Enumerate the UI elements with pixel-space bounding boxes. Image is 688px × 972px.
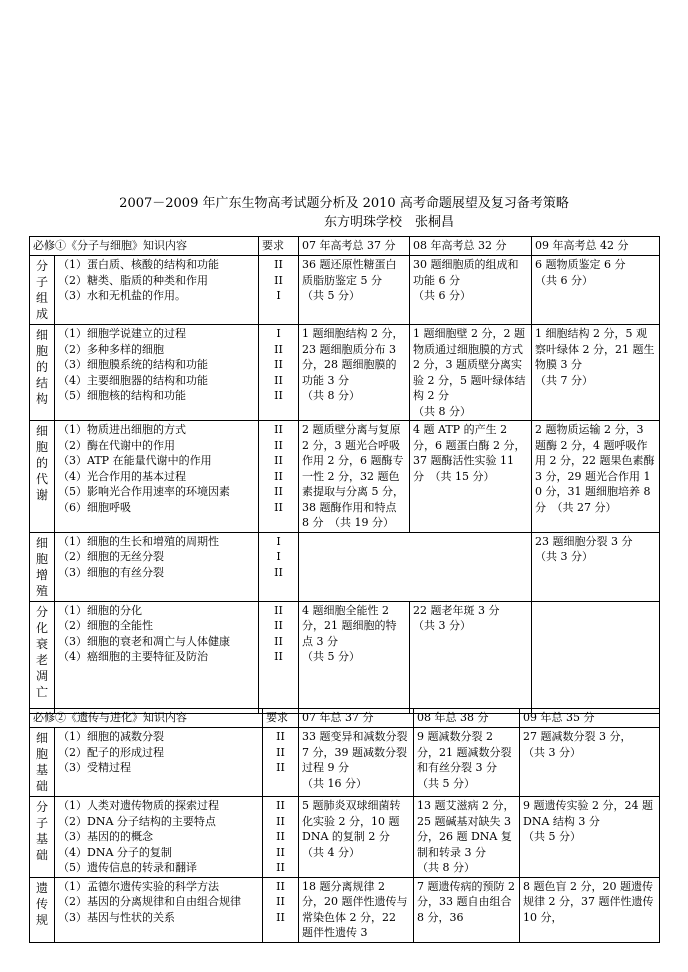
knowledge-item: （3）细胞膜系统的结构和功能 [58, 358, 208, 371]
knowledge-items [55, 532, 259, 601]
table-row [30, 256, 660, 325]
year-2007-cell: 2 题质壁分离与复原 2 分，3 题光合呼吸作用 2 分，6 题酶专一性 2 分，32 题色素提取与分离 5 分，38 题酶作用和特点 8 分 （共 19 分） [299, 421, 410, 533]
requirement-level: II [274, 273, 283, 287]
knowledge-item: （1）细胞的生长和增殖的周期性 [58, 534, 219, 548]
knowledge-items [55, 421, 259, 533]
requirement-level: II [276, 861, 285, 874]
year-2008-header: 08 年总 38 分 [414, 709, 520, 728]
knowledge-item: （4）DNA 分子的复制 [58, 845, 172, 859]
knowledge-item: （4）癌细胞的主要特征及防治 [58, 650, 208, 663]
table-row [30, 532, 660, 601]
knowledge-items [55, 877, 263, 942]
requirement-level: II [276, 761, 285, 774]
requirement-level: II [274, 619, 283, 632]
knowledge-item: （6）细胞呼吸 [58, 500, 131, 514]
year-2007-cell: 18 题分离规律 2 分，20 题伴性遗传与常染色体 2 分，22 题伴性遗传 3 [299, 877, 414, 942]
requirement-level: II [276, 845, 285, 859]
table-compulsory-1 [29, 236, 660, 714]
topic-label: 细胞增殖 [30, 532, 55, 601]
requirement-levels [263, 728, 299, 797]
requirement-level: II [274, 469, 283, 483]
requirement-level: II [274, 389, 283, 402]
requirement-level: II [274, 438, 283, 452]
requirement-level: II [274, 423, 283, 436]
knowledge-item: （3）ATP 在能量代谢中的作用 [58, 454, 212, 467]
knowledge-item: （3）水和无机盐的作用。 [58, 289, 186, 302]
requirement-level: II [274, 342, 283, 356]
requirement-level: II [276, 895, 285, 908]
requirement-levels [259, 601, 299, 713]
requirement-level: II [276, 814, 285, 828]
requirement-level: II [274, 650, 283, 663]
year-2008-cell: 1 题细胞壁 2 分，2 题物质通过细胞膜的方式 2 分，3 题质壁分离实验 2 分，5 题叶绿体结构 2 分 （共 8 分） [410, 325, 532, 421]
year-2008-cell: 7 题遗传病的预防 2 分，33 题自由组合 8 分，36 [414, 877, 520, 942]
knowledge-item: （1）细胞学说建立的过程 [58, 327, 186, 340]
requirement-levels [263, 797, 299, 878]
knowledge-item: （2）细胞的无丝分裂 [58, 550, 164, 563]
knowledge-item: （1）蛋白质、核酸的结构和功能 [58, 258, 219, 271]
knowledge-item: （2）基因的分离规律和自由组合规律 [58, 895, 241, 908]
document-title: 2007－2009 年广东生物高考试题分析及 2010 高考命题展望及复习备考策略 [119, 196, 569, 211]
requirement-level: II [274, 565, 283, 579]
requirement-level: II [276, 745, 285, 759]
knowledge-item: （2）糖类、脂质的种类和作用 [58, 273, 208, 287]
req-header: 要求 [263, 709, 299, 728]
table-header-row [30, 709, 660, 728]
table-row [30, 728, 660, 797]
requirement-level: II [274, 603, 283, 617]
year-2007-2008-cell [299, 532, 532, 601]
table-row [30, 877, 660, 942]
table-row [30, 325, 660, 421]
knowledge-items [55, 256, 259, 325]
knowledge-item: （4）主要细胞器的结构和功能 [58, 373, 208, 387]
topic-label: 遗传规 [30, 877, 55, 942]
requirement-level: II [274, 634, 283, 648]
year-2007-cell: 36 题还原性糖蛋白质脂肪鉴定 5 分 （共 5 分） [299, 256, 410, 325]
knowledge-item: （5）细胞核的结构和功能 [58, 389, 186, 402]
requirement-levels [259, 256, 299, 325]
requirement-level: I [276, 289, 281, 302]
knowledge-item: （1）细胞的分化 [58, 603, 142, 617]
year-2008-header: 08 年高考总 32 分 [410, 237, 532, 256]
knowledge-item: （3）细胞的衰老和凋亡与人体健康 [58, 634, 230, 648]
knowledge-item: （5）遗传信息的转录和翻译 [58, 861, 197, 874]
year-2009-cell: 1 细胞结构 2 分，5 观察叶绿体 2 分，21 题生物膜 3 分 （共 7 分） [532, 325, 660, 421]
requirement-level: I [276, 327, 281, 340]
knowledge-item: （2）配子的形成过程 [58, 745, 164, 759]
topic-label: 分化衰老凋亡 [30, 601, 55, 713]
requirement-level: II [274, 373, 283, 387]
year-2007-cell: 4 题细胞全能性 2 分，21 题细胞的特点 3 分 （共 5 分） [299, 601, 410, 713]
document-subtitle: 东方明珠学校 张桐昌 [323, 215, 454, 230]
knowledge-item: （3）基因与性状的关系 [58, 910, 175, 924]
requirement-level: II [276, 910, 285, 924]
requirement-level: II [274, 485, 283, 498]
year-2009-cell: 9 题遗传实验 2 分，24 题 DNA 结构 3 分 （共 5 分） [520, 797, 660, 878]
year-2008-cell: 13 题艾滋病 2 分，25 题碱基对缺失 3 分，26 题 DNA 复制和转录 3 分 （共 8 分） [414, 797, 520, 878]
requirement-levels [263, 877, 299, 942]
requirement-level: II [274, 358, 283, 371]
year-2009-cell [532, 601, 660, 713]
requirement-level: II [276, 730, 285, 743]
knowledge-item: （4）光合作用的基本过程 [58, 469, 186, 483]
requirement-level: II [276, 879, 285, 893]
knowledge-items [55, 797, 263, 878]
requirement-levels [259, 325, 299, 421]
knowledge-items [55, 601, 259, 713]
knowledge-item: （3）细胞的有丝分裂 [58, 565, 164, 579]
year-2008-cell: 22 题老年斑 3 分 （共 3 分） [410, 601, 532, 713]
knowledge-item: （1）孟德尔遗传实验的科学方法 [58, 879, 219, 893]
knowledge-item: （2）细胞的全能性 [58, 619, 153, 632]
year-2009-cell: 8 题色盲 2 分，20 题遗传规律 2 分，37 题伴性遗传 10 分， [520, 877, 660, 942]
knowledge-item: （5）影响光合作用速率的环境因素 [58, 485, 230, 498]
requirement-level: I [276, 550, 281, 563]
table-row [30, 797, 660, 878]
requirement-level: II [274, 454, 283, 467]
year-2007-header: 07 年总 37 分 [299, 709, 414, 728]
req-header: 要求 [259, 237, 299, 256]
year-2009-header: 09 年高考总 42 分 [532, 237, 660, 256]
table-compulsory-2 [29, 708, 660, 943]
knowledge-item: （2）酶在代谢中的作用 [58, 438, 175, 452]
year-2007-cell: 1 题细胞结构 2 分，23 题细胞质分布 3 分，28 题细胞膜的功能 3 分 （共 8 分） [299, 325, 410, 421]
table-header-row [30, 237, 660, 256]
table-row [30, 601, 660, 713]
module-header: 必修①《分子与细胞》知识内容 [30, 237, 259, 256]
module-header: 必修②《遗传与进化》知识内容 [30, 709, 263, 728]
requirement-level: I [276, 534, 281, 548]
year-2007-cell: 33 题变异和减数分裂 7 分，39 题减数分裂过程 9 分 （共 16 分） [299, 728, 414, 797]
requirement-level: II [276, 799, 285, 812]
year-2009-cell: 2 题物质运输 2 分，3 题酶 2 分，4 题呼吸作用 2 分，22 题果色素酶 3 分，29 题光合作用 10 分，31 题细胞培养 8 分 （共 27 分） [532, 421, 660, 533]
year-2007-cell: 5 题肺炎双球细菌转化实验 2 分，10 题 DNA 的复制 2 分 （共 4 分） [299, 797, 414, 878]
year-2009-header: 09 年总 35 分 [520, 709, 660, 728]
knowledge-items [55, 325, 259, 421]
year-2008-cell: 9 题减数分裂 2 分，21 题减数分裂和有丝分裂 3 分 （共 5 分） [414, 728, 520, 797]
table-row [30, 421, 660, 533]
knowledge-item: （1）人类对遗传物质的探索过程 [58, 799, 219, 812]
requirement-level: II [274, 500, 283, 514]
topic-label: 分子基础 [30, 797, 55, 878]
knowledge-item: （3）基因的的概念 [58, 830, 153, 843]
year-2009-cell: 27 题减数分裂 3 分， （共 3 分） [520, 728, 660, 797]
requirement-level: II [276, 830, 285, 843]
year-2008-cell: 30 题细胞质的组成和功能 6 分 （共 6 分） [410, 256, 532, 325]
topic-label: 分子组成 [30, 256, 55, 325]
knowledge-item: （2）多种多样的细胞 [58, 342, 164, 356]
topic-label: 细胞基础 [30, 728, 55, 797]
requirement-levels [259, 532, 299, 601]
topic-label: 细胞的结构 [30, 325, 55, 421]
knowledge-item: （2）DNA 分子结构的主要特点 [58, 814, 216, 828]
year-2009-cell: 23 题细胞分裂 3 分 （共 3 分） [532, 532, 660, 601]
requirement-level: II [274, 258, 283, 271]
knowledge-item: （3）受精过程 [58, 761, 131, 774]
year-2007-header: 07 年高考总 37 分 [299, 237, 410, 256]
knowledge-item: （1）细胞的减数分裂 [58, 730, 164, 743]
year-2009-cell: 6 题物质鉴定 6 分 （共 6 分） [532, 256, 660, 325]
requirement-levels [259, 421, 299, 533]
knowledge-items [55, 728, 263, 797]
knowledge-item: （1）物质进出细胞的方式 [58, 423, 186, 436]
year-2008-cell: 4 题 ATP 的产生 2 分，6 题蛋白酶 2 分，37 题酶活性实验 11 分 （共 15 分） [410, 421, 532, 533]
topic-label: 细胞的代谢 [30, 421, 55, 533]
